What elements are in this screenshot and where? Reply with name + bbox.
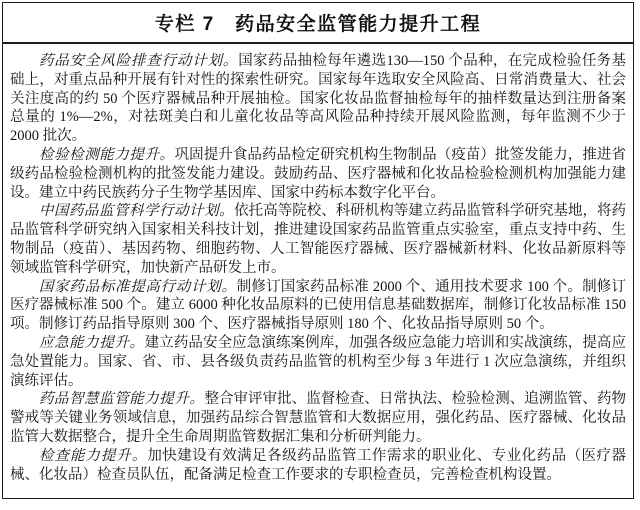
paragraph-standards-improvement [10, 278, 626, 334]
paragraph-lead: 检查能力提升。 [39, 447, 148, 464]
paragraph-lead: 药品安全风险排查行动计划。 [39, 53, 239, 69]
paragraph-lead: 应急能力提升。 [39, 334, 145, 351]
paragraph-emergency-capability [10, 334, 626, 390]
paragraph-lead: 国家药品标准提高行动计划。 [39, 278, 237, 295]
column-body [3, 44, 633, 484]
paragraph-testing-capability [10, 146, 626, 202]
paragraph-lead: 检验检测能力提升。 [39, 146, 175, 163]
column-box [2, 2, 634, 499]
paragraph-inspection-capability [10, 447, 626, 485]
paragraph-smart-supervision [10, 390, 626, 446]
paragraph-text: 依托高等院校、科研机构等建立药品监管科学研究基地，将药品监管科学研究纳入国家相关科技计划，推进建设国家药品监管重点实验室，重点支持中药、生物制品（疫苗）、基因药物、细胞药物、人工智能医疗器械、医疗器械新材料、化妆品新原料等领域监管科学研究，加快新产品研发上市。 [10, 203, 627, 276]
paragraph-text: 建立药品安全应急演练案例库，加强各级应急能力培训和实战演练，提高应急处置能力。国家、省、市、县各级负责药品监管的机构至少每 3 年进行 1 次应急演练，并组织演练评估。 [10, 334, 627, 389]
column-title-bar [3, 3, 633, 44]
paragraph-risk-screening [10, 52, 626, 146]
paragraph-lead: 药品智慧监管能力提升。 [39, 391, 205, 408]
paragraph-lead: 中国药品监管科学行动计划。 [39, 203, 235, 220]
paragraph-text: 整合审评审批、监督检查、日常执法、检验检测、追溯监管、药物警戒等关键业务领域信息，加强药品综合智慧监管和大数据应用，强化药品、医疗器械、化妆品监管大数据整合，提升全生命周期监管数据汇集和分析研判能力。 [10, 391, 627, 445]
paragraph-text: 制修订国家药品标准 2000 个、通用技术要求 100 个。制修订医疗器械标准 500 个。建立 6000 种化妆品原料的已使用信息基础数据库，制修订化妆品标准 150 项。制修订药品指导原则 300 个、医疗器械指导原则 180 个、化妆品指导原则 50 个。 [10, 278, 627, 333]
paragraph-text: 国家药品抽检每年遴选130—150 个品种，在完成检验任务基础上，对重点品种开展有针对性的探索性研究。国家每年选取安全风险高、日常消费量大、社会关注度高的约 50 个医疗器械品种开展抽检。国家化妆品监督抽检每年的抽样数量达到注册备案总量的 1%—2%，对祛斑美白和儿童化妆品等高风险品种持续开展风险监测，每年监测不少于 2000 批次。 [10, 53, 627, 145]
column-title: 专栏 7 药品安全监管能力提升工程 [154, 14, 482, 35]
paragraph-text: 加快建设有效满足各级药品监管工作需求的职业化、专业化药品（医疗器械、化妆品）检查员队伍，配备满足检查工作要求的专职检查员，完善检查机构设置。 [10, 447, 627, 483]
paragraph-regulatory-science [10, 202, 626, 277]
paragraph-text: 巩固提升食品药品检定研究机构生物制品（疫苗）批签发能力，推进省级药品检验检测机构的批签发能力建设。鼓励药品、医疗器械和化妆品检验检测机构加强能力建设。建立中药民族药分子生物学基因库、国家中药标本数字化平台。 [10, 146, 626, 201]
